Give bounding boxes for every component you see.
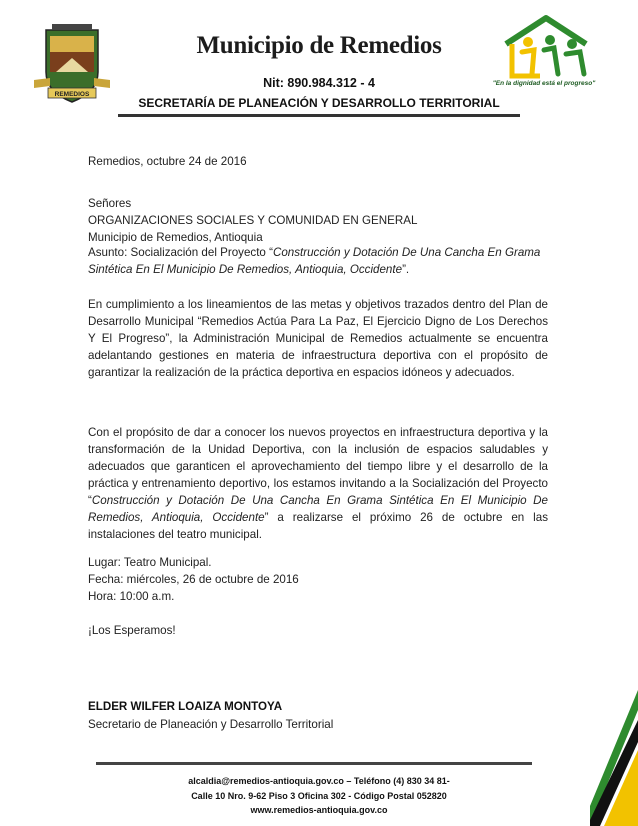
footer-website: www.remedios-antioquia.gov.co xyxy=(250,805,388,815)
subject-end: ”. xyxy=(402,263,410,276)
signer-name: ELDER WILFER LOAIZA MONTOYA xyxy=(88,700,283,713)
footer-contact: alcaldia@remedios-antioquia.gov.co – Teléfono (4) 830 34 81- xyxy=(188,776,450,786)
recipient-line: Municipio de Remedios, Antioquia xyxy=(88,231,263,244)
subject-label: Asunto: Socialización del Proyecto “ xyxy=(88,246,273,259)
footer-address: Calle 10 Nro. 9-62 Piso 3 Oficina 302 - Código Postal 052820 xyxy=(191,791,447,801)
slogan-text: "En la dignidad está el progreso" xyxy=(492,80,596,87)
letter-date: Remedios, octubre 24 de 2016 xyxy=(88,155,247,168)
subject-line xyxy=(88,244,548,278)
event-details xyxy=(88,554,299,605)
closing-text: ¡Los Esperamos! xyxy=(88,624,176,637)
paragraph-2 xyxy=(88,424,548,543)
paragraph-2-start: Con el propósito de dar a conocer los nuevos proyectos en infraestructura deportiva y la transformación de la Unidad Deportiva, con la inclusión de espacios saludables y adecuados que garanticen el aprovechamiento del tiempo libre y el desarrollo de la práctica y entrenamiento deportivo, los estamos invitando a la Socialización del Proyecto “ xyxy=(88,426,548,507)
department-name: SECRETARÍA DE PLANEACIÓN Y DESARROLLO TERRITORIAL xyxy=(138,96,500,110)
page-title: Municipio de Remedios xyxy=(196,32,442,59)
paragraph-2-project-title: Construcción y Dotación De Una Cancha En Grama Sintética En El Municipio De Remedios, Antioquia, Occidente xyxy=(88,494,548,524)
recipient-block xyxy=(88,195,417,246)
corner-flag-stripes xyxy=(590,690,638,826)
paragraph-1: En cumplimiento a los lineamientos de las metas y objetivos trazados dentro del Plan de Desarrollo Municipal “Remedios Actúa Para La Paz, El Ejercicio Digno de Los Derechos Y El Progreso”, la Administración Municipal de Remedios actualmente se encuentra adelantando gestiones en materia de infraestructura deportiva con el propósito de garantizar la realización de la práctica deportiva en espacios idóneos y adecuados. xyxy=(88,298,548,379)
signer-role: Secretario de Planeación y Desarrollo Territorial xyxy=(88,718,334,731)
nit-number: Nit: 890.984.312 - 4 xyxy=(263,76,375,90)
paragraph-2-end: ” a realizarse el próximo 26 de octubre en las instalaciones del teatro municipal. xyxy=(88,511,548,541)
recipient-line: Señores xyxy=(88,197,132,210)
footer-divider xyxy=(96,762,532,765)
recipient-line: ORGANIZACIONES SOCIALES Y COMUNIDAD EN GENERAL xyxy=(88,214,418,227)
crest-banner-text: REMEDIOS xyxy=(54,91,90,98)
event-time: Hora: 10:00 a.m. xyxy=(88,590,175,603)
header-divider xyxy=(118,114,520,117)
event-place: Lugar: Teatro Municipal. xyxy=(88,556,212,569)
event-date: Fecha: miércoles, 26 de octubre de 2016 xyxy=(88,573,299,586)
subject-project-title: Construcción y Dotación De Una Cancha En Grama Sintética En El Municipio De Remedios, Antioquia, Occidente xyxy=(88,246,541,276)
